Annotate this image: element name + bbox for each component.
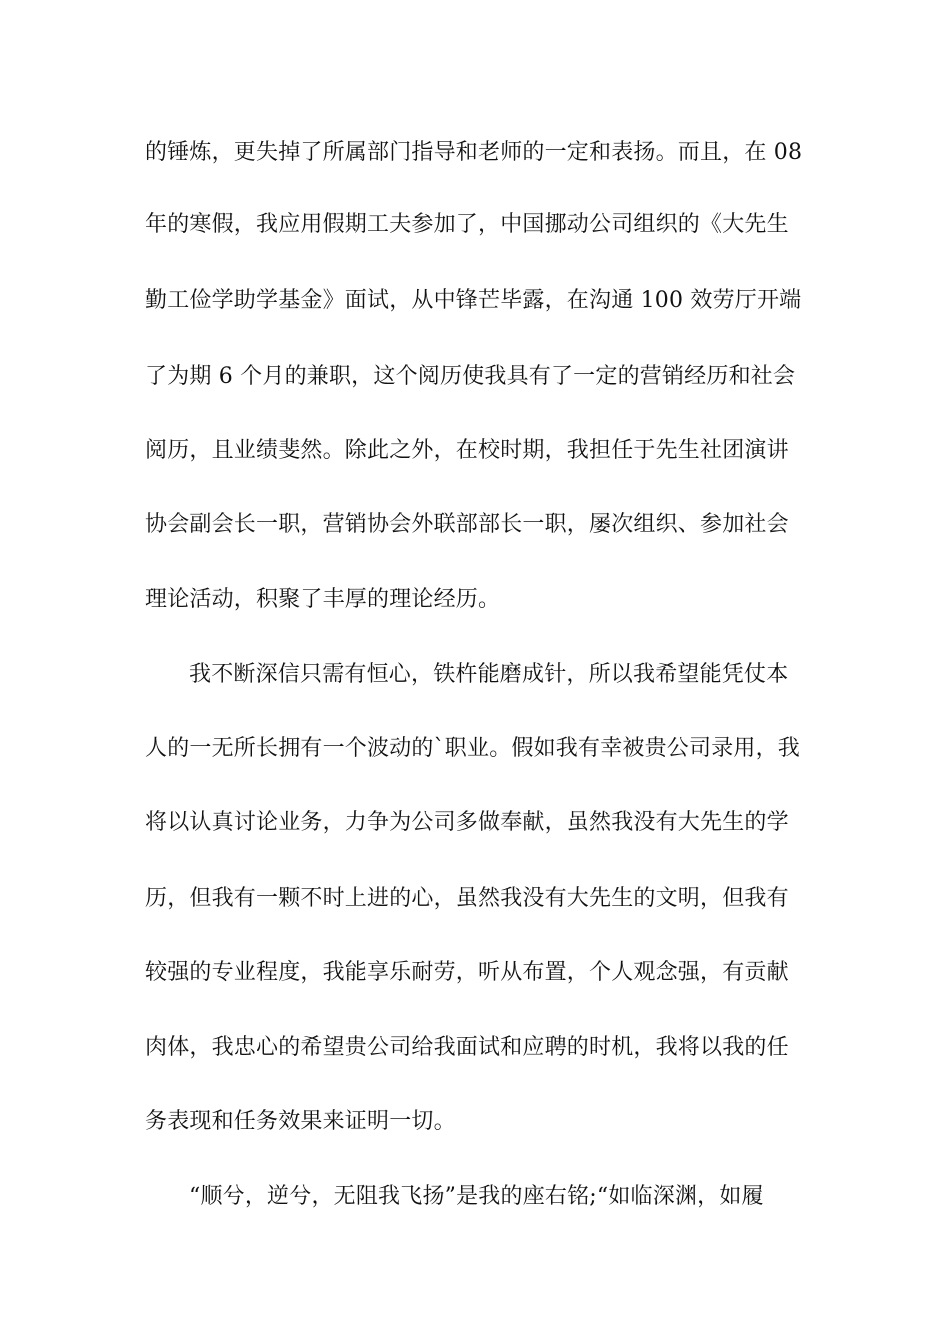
paragraph-first-line: “顺兮，逆兮，无阻我飞扬”是我的座右铭;“如临深渊，如履 bbox=[189, 1184, 764, 1209]
text-line: 协会副会长一职，营销协会外联部部长一职，屡次组织、参加社会 bbox=[145, 512, 789, 537]
paragraph-first-line: 我不断深信只需有恒心，铁杵能磨成针，所以我希望能凭仗本 bbox=[189, 662, 789, 687]
text-line: 肉体，我忠心的希望贵公司给我面试和应聘的时机，我将以我的任 bbox=[145, 1035, 789, 1060]
text-line: 人的一无所长拥有一个波动的`职业。假如我有幸被贵公司录用，我 bbox=[145, 736, 801, 761]
text-line: 务表现和任务效果来证明一切。 bbox=[145, 1109, 456, 1134]
text-line: 较强的专业程度，我能享乐耐劳，听从布置，个人观念强，有贡献 bbox=[145, 960, 789, 985]
text-line: 了为期 6 个月的兼职，这个阅历使我具有了一定的营销经历和社会 bbox=[145, 364, 796, 389]
text-line: 将以认真讨论业务，力争为公司多做奉献，虽然我没有大先生的学 bbox=[145, 810, 789, 835]
text-line: 阅历，且业绩斐然。除此之外，在校时期，我担任于先生社团演讲 bbox=[145, 438, 789, 463]
text-line: 年的寒假，我应用假期工夫参加了，中国挪动公司组织的《大先生 bbox=[145, 212, 789, 237]
text-line: 历，但我有一颗不时上进的心，虽然我没有大先生的文明，但我有 bbox=[145, 886, 789, 911]
text-line: 理论活动，积聚了丰厚的理论经历。 bbox=[145, 587, 501, 612]
text-line: 的锤炼，更失掉了所属部门指导和老师的一定和表扬。而且，在 08 bbox=[145, 140, 803, 165]
text-line: 勤工俭学助学基金》面试，从中锋芒毕露，在沟通 100 效劳厅开端 bbox=[145, 288, 802, 313]
